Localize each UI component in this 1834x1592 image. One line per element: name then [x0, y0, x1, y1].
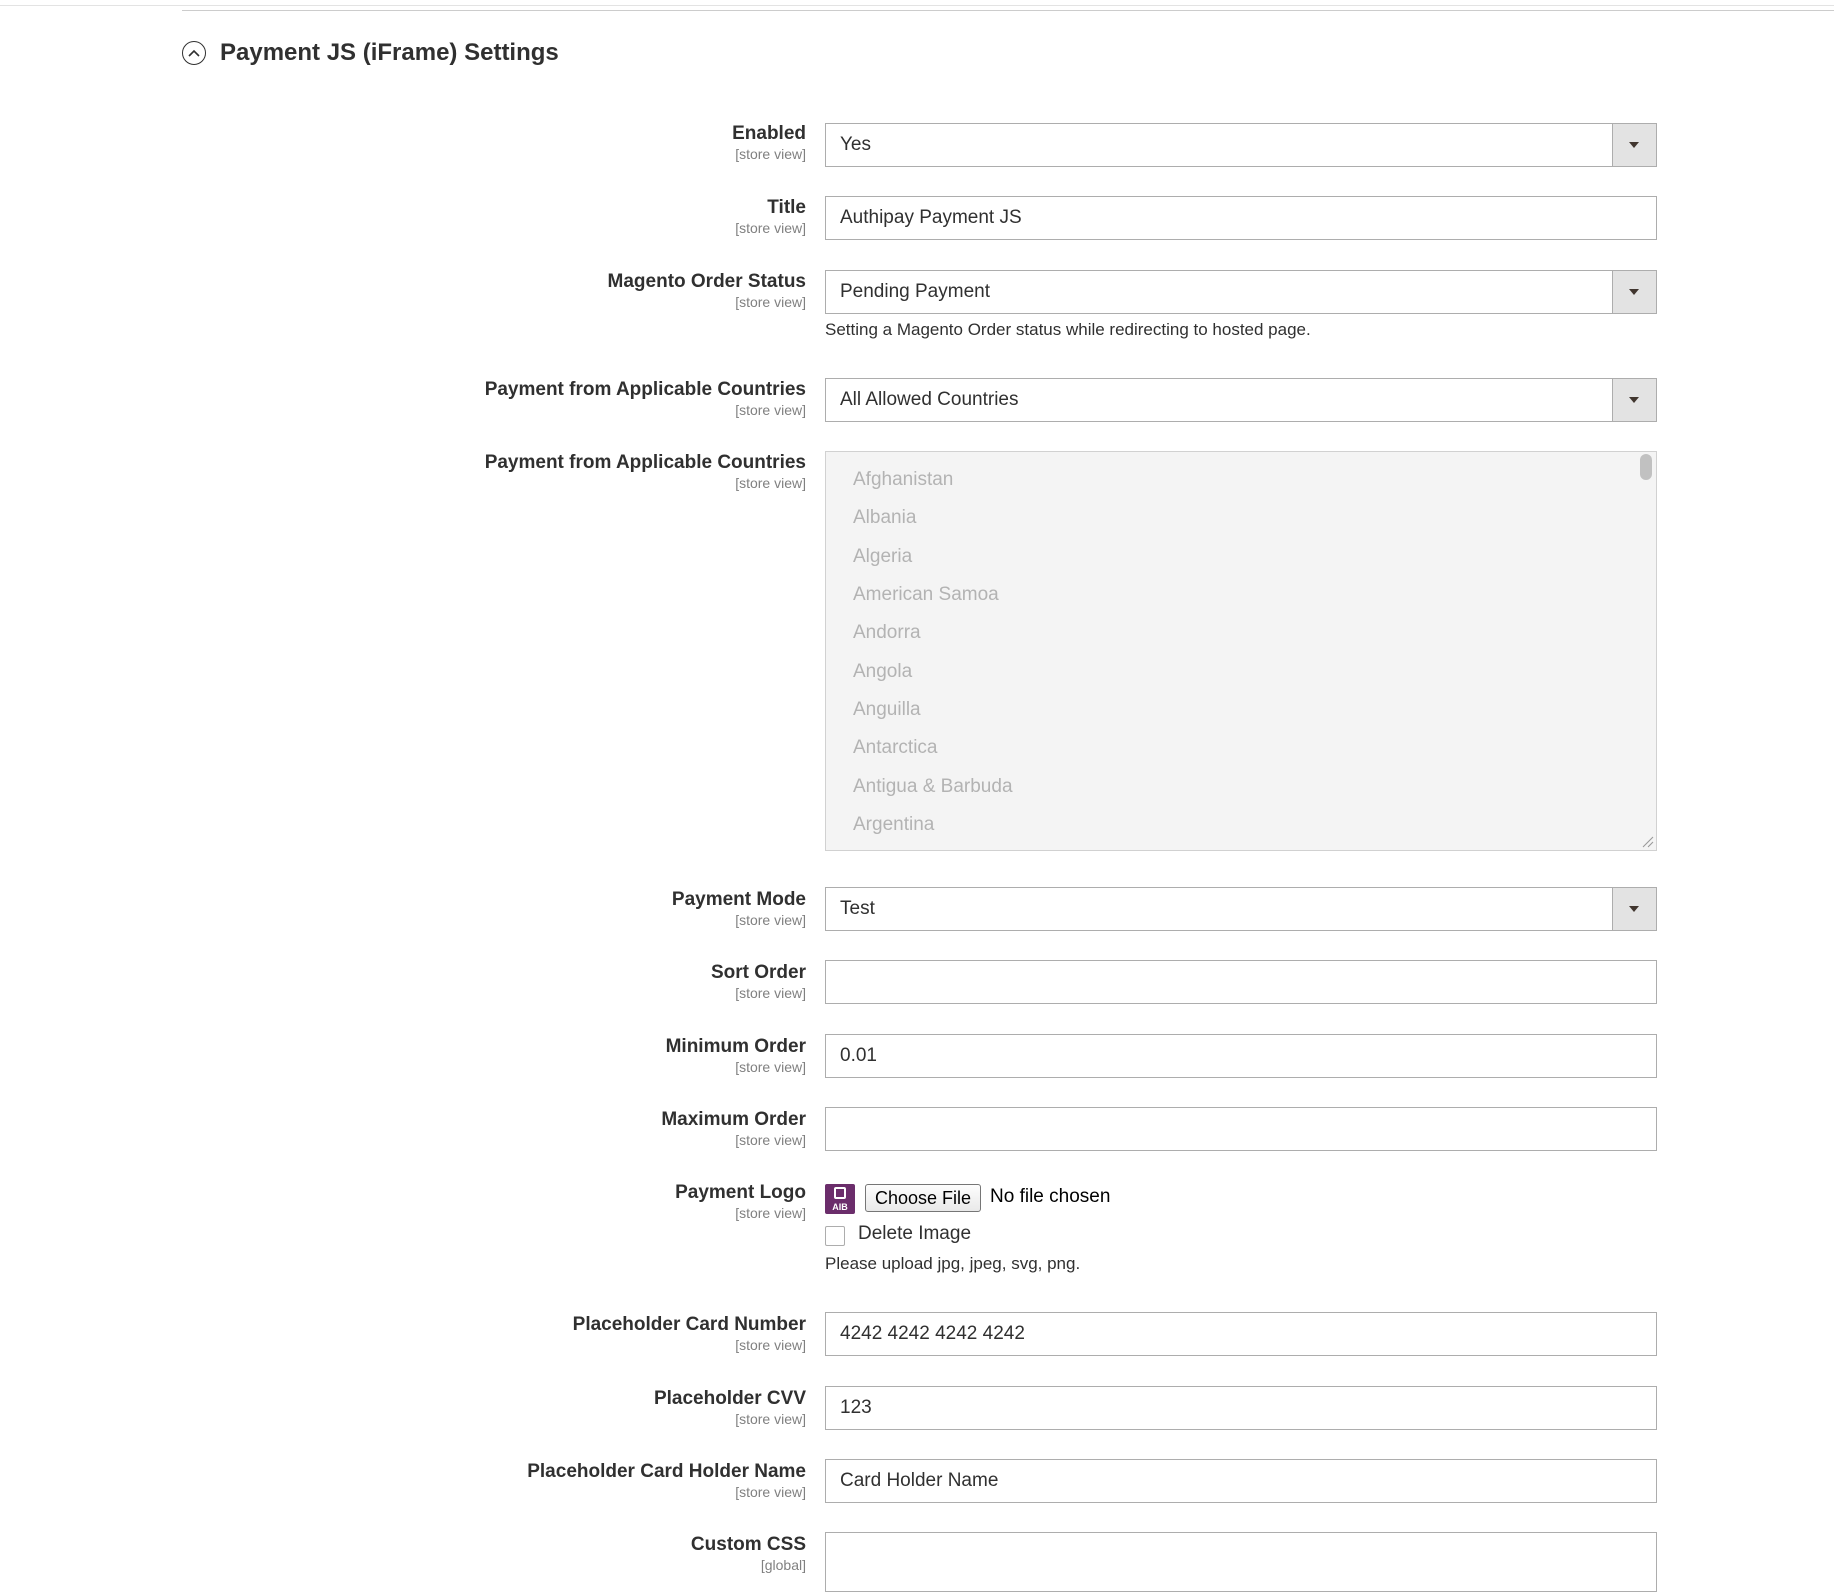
- enabled-select[interactable]: [825, 123, 1657, 167]
- scope-label: [store view]: [735, 1059, 806, 1075]
- country-option[interactable]: Andorra: [853, 622, 921, 643]
- payment-mode-value: Test: [840, 898, 875, 919]
- ph-card-holder-input[interactable]: [825, 1459, 1657, 1503]
- country-option[interactable]: Anguilla: [853, 699, 921, 720]
- label-custom-css: Custom CSS: [690, 1534, 806, 1555]
- scope-label: [store view]: [735, 146, 806, 162]
- field-label: [527, 1461, 806, 1500]
- country-option[interactable]: Algeria: [853, 546, 913, 567]
- field-label: [654, 1388, 806, 1427]
- file-status: No file chosen: [990, 1186, 1111, 1207]
- ph-card-holder-value: Card Holder Name: [840, 1470, 999, 1491]
- label-min-order: Minimum Order: [665, 1036, 806, 1057]
- scrollbar-thumb[interactable]: [1640, 454, 1652, 480]
- country-option[interactable]: Angola: [853, 661, 913, 682]
- label-specific-countries: Payment from Applicable Countries: [484, 452, 806, 473]
- scope-label: [store view]: [735, 985, 806, 1001]
- section-divider: [182, 10, 1834, 11]
- order-status-select[interactable]: [825, 270, 1657, 314]
- custom-css-textarea[interactable]: [825, 1532, 1657, 1592]
- scope-label: [store view]: [735, 402, 806, 418]
- top-divider: [0, 0, 1834, 6]
- max-order-input[interactable]: [825, 1107, 1657, 1151]
- label-payment-logo: Payment Logo: [675, 1182, 806, 1203]
- section-title: Payment JS (iFrame) Settings: [220, 39, 559, 66]
- country-option[interactable]: Afghanistan: [853, 469, 954, 490]
- payment-logo-note: Please upload jpg, jpeg, svg, png.: [825, 1254, 1081, 1273]
- label-ph-card-number: Placeholder Card Number: [572, 1314, 806, 1335]
- title-value: Authipay Payment JS: [840, 207, 1022, 228]
- allowed-countries-select[interactable]: [825, 378, 1657, 422]
- label-sort-order: Sort Order: [710, 962, 806, 983]
- payment-logo-image: [825, 1184, 855, 1214]
- field-label: [735, 197, 806, 236]
- order-status-value: Pending Payment: [840, 281, 990, 302]
- scope-label: [store view]: [735, 912, 806, 928]
- dropdown-arrow-icon[interactable]: [1612, 124, 1656, 166]
- specific-countries-multiselect[interactable]: [825, 451, 1657, 851]
- scope-label: [store view]: [735, 1205, 806, 1221]
- dropdown-arrow-icon[interactable]: [1612, 271, 1656, 313]
- country-option[interactable]: Argentina: [853, 814, 935, 835]
- scope-label: [store view]: [735, 220, 806, 236]
- label-enabled: Enabled: [732, 123, 806, 144]
- scope-label: [store view]: [735, 1132, 806, 1148]
- field-label: [661, 1109, 806, 1148]
- enabled-value: Yes: [840, 134, 871, 155]
- ph-cvv-value: 123: [840, 1397, 872, 1418]
- delete-image-label[interactable]: Delete Image: [858, 1223, 972, 1244]
- field-label: [675, 1182, 806, 1221]
- scope-label: [store view]: [735, 1337, 806, 1353]
- country-option[interactable]: Albania: [853, 507, 917, 528]
- dropdown-arrow-icon[interactable]: [1612, 888, 1656, 930]
- label-ph-card-holder: Placeholder Card Holder Name: [527, 1461, 806, 1482]
- resize-handle-icon[interactable]: [1642, 836, 1654, 848]
- ph-card-number-value: 4242 4242 4242 4242: [840, 1323, 1025, 1344]
- field-label: [485, 379, 806, 418]
- country-option[interactable]: Antigua & Barbuda: [853, 776, 1013, 797]
- field-label: [666, 1036, 806, 1075]
- label-order-status: Magento Order Status: [607, 271, 806, 292]
- logo-text: AIB: [832, 1202, 848, 1212]
- dropdown-arrow-icon[interactable]: [1612, 379, 1656, 421]
- chevron-up-circle-icon[interactable]: [182, 41, 206, 65]
- scope-label: [store view]: [735, 1411, 806, 1427]
- scope-label: [store view]: [735, 475, 806, 491]
- order-status-note: Setting a Magento Order status while redirecting to hosted page.: [825, 320, 1311, 339]
- label-title: Title: [767, 197, 806, 218]
- delete-image-checkbox[interactable]: [825, 1226, 845, 1246]
- field-label: [691, 1534, 806, 1573]
- country-option[interactable]: Antarctica: [853, 737, 938, 758]
- allowed-countries-value: All Allowed Countries: [840, 389, 1019, 410]
- sort-order-input[interactable]: [825, 960, 1657, 1004]
- label-ph-cvv: Placeholder CVV: [653, 1388, 806, 1409]
- section-header[interactable]: [182, 38, 559, 68]
- ph-card-number-input[interactable]: [825, 1312, 1657, 1356]
- min-order-input[interactable]: [825, 1034, 1657, 1078]
- scope-label: [store view]: [735, 1484, 806, 1500]
- label-max-order: Maximum Order: [661, 1109, 806, 1130]
- field-label: [672, 889, 806, 928]
- field-label: [711, 962, 806, 1001]
- min-order-value: 0.01: [840, 1045, 877, 1066]
- payment-mode-select[interactable]: [825, 887, 1657, 931]
- logo-mark: [834, 1187, 846, 1199]
- country-option[interactable]: American Samoa: [853, 584, 999, 605]
- field-label: [608, 271, 806, 310]
- field-label: [732, 123, 806, 162]
- scope-label: [store view]: [735, 294, 806, 310]
- field-label: [485, 452, 806, 491]
- field-label: [573, 1314, 806, 1353]
- label-payment-mode: Payment Mode: [671, 889, 806, 910]
- title-input[interactable]: [825, 196, 1657, 240]
- ph-cvv-input[interactable]: [825, 1386, 1657, 1430]
- scope-label: [global]: [760, 1557, 806, 1573]
- choose-file-button[interactable]: Choose File: [865, 1184, 981, 1212]
- label-allowed-countries: Payment from Applicable Countries: [484, 379, 806, 400]
